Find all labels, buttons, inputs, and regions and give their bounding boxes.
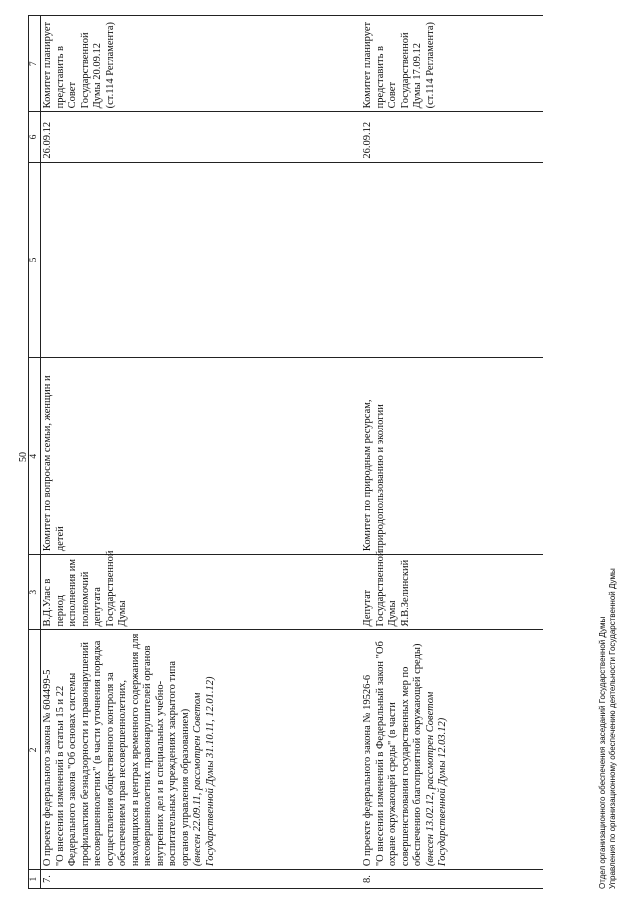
date-cell: 26.09.12 [41,112,362,162]
row-number: 8. [361,870,543,889]
column-header: 7 [29,16,41,112]
column-5-cell [41,162,362,358]
plan-cell: Комитет планирует представить в Совет Государственной Думы 20.09.12 (ст.114 Регламента) [41,16,362,112]
bill-initiator: Депутат Государственной Думы Я.В.Зелинский [361,555,543,630]
bill-initiator: В.Д.Улас в период исполнения им полномочий депутата Государственной Думы [41,555,362,630]
bill-note: (внесен 13.02.12, рассмотрен Советом Государственной Думы 12.03.12) [424,691,448,867]
header-row [29,16,41,889]
column-header: 1 [29,870,41,889]
table-row [361,16,543,889]
bill-description [41,630,362,870]
responsible-committee: Комитет по вопросам семьи, женщин и детей [41,358,362,555]
bill-text: "О внесении изменений в статьи 15 и 22 Федерального закона "Об основах системы профилактики безнадзорности и правонарушений несовершеннолетних" (в части уточнения порядка осуществления общественного контроля за обеспечением прав несовершеннолетних, находящихся в центрах временного содержания для несовершеннолетних правонарушителей органов внутренних дел и в специальных учебно-воспитательных учреждениях закрытого типа органов управления образованием) [54,633,191,867]
bill-title: О проекте федерального закона № 19526-6 [362,674,373,867]
column-header: 6 [29,112,41,162]
bill-text: "О внесении изменений в Федеральный закон "Об охране окружающей среды" (в части совершенствования государственных мер по обеспечению благоприятной окружающей среды) [374,641,423,867]
bill-title: О проекте федерального закона № 604499-5 [42,669,53,867]
column-5-cell [361,162,543,358]
column-header: 4 [29,358,41,555]
agenda-table [28,15,543,889]
footer [598,568,618,889]
plan-cell: Комитет планирует представить в Совет Государственной Думы 17.09.12 (ст.114 Регламента) [361,16,543,112]
footer-line: Управления по организационному обеспечению деятельности Государственной Думы [608,568,617,889]
bill-description [361,630,543,870]
footer-line: Отдел организационного обеспечения заседаний Государственной Думы [598,616,607,889]
responsible-committee: Комитет по природным ресурсам, природопользованию и экологии [361,358,543,555]
bill-note: (внесен 22.09.11, рассмотрен Советом Государственной Думы 31.10.11, 12.01.12) [192,676,216,867]
column-header: 3 [29,555,41,630]
date-cell: 26.09.12 [361,112,543,162]
page-number: 50 [18,452,29,462]
column-header: 2 [29,630,41,870]
table-row [41,16,362,889]
column-header: 5 [29,162,41,358]
row-number: 7. [41,870,362,889]
